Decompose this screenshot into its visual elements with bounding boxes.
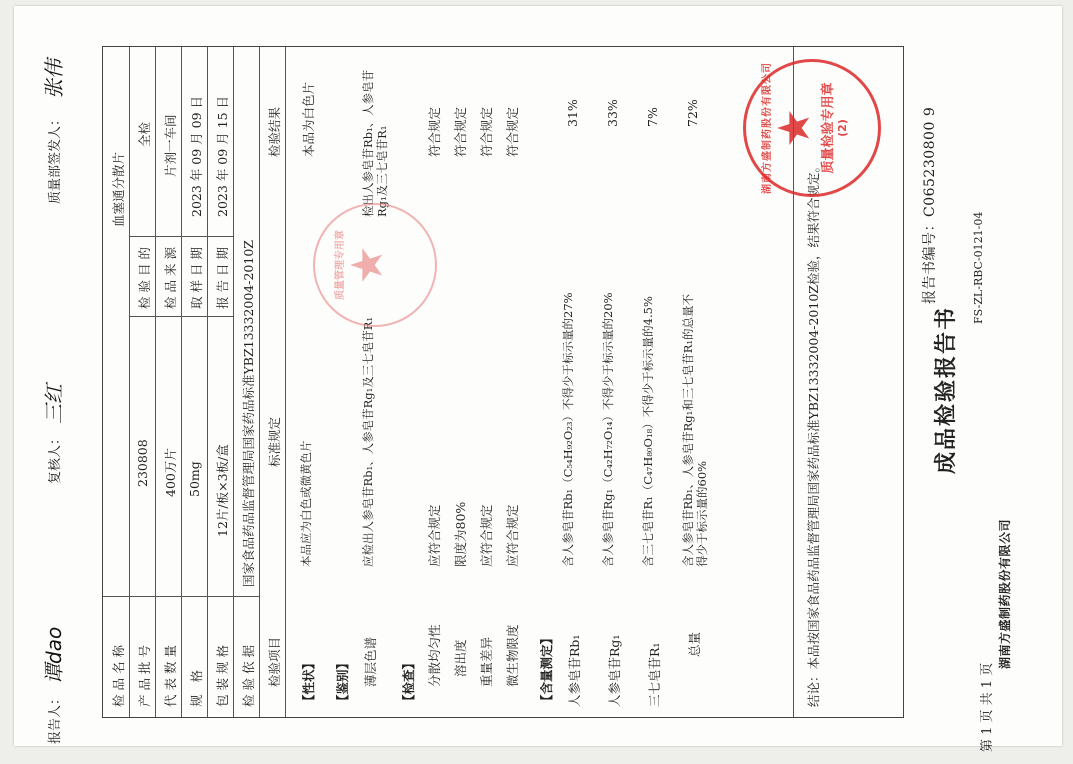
quality-inspection-seal [743,59,881,197]
table-row-result: 符合规定 [427,106,442,157]
report-paper [14,6,1062,752]
table-row-item: 人参皂苷Rb₁ [567,634,582,707]
info-label: 检验目的 [137,242,152,309]
info-value: 400万片 [163,448,178,497]
reviewer-label: 复核人： [48,431,63,484]
info-value: 2023 年 09 月 15 日 [215,96,230,217]
form-number: FS-ZL-RBC-0121-04 [972,211,985,324]
table-row-item: 总量 [687,631,702,657]
reviewer-signature: 三红 [42,384,66,424]
info-value: 全检 [137,121,152,147]
info-label: 代表数量 [163,640,178,707]
info-label: 规 格 [189,666,204,707]
col-header-standard: 标准规定 [267,416,282,467]
info-value: 国家食品药品监督管理局国家药品标准YBZ13332004-2010Z [241,240,256,587]
report-title: 成品检验报告书 [933,305,959,474]
table-row-result: 31% [565,99,580,127]
table-row-standard: 限度为80% [453,501,468,567]
table-row-item: 【性状】 [301,656,316,707]
info-label: 检验依据 [241,640,256,707]
table-row-item: 【鉴别】 [335,656,350,707]
col-header-item: 检验项目 [267,636,282,687]
table-row-item: 【含量测定】 [539,631,554,707]
col-header-result: 检验结果 [267,106,282,157]
table-row-item: 溶出度 [453,639,468,677]
qa-signer-label: 质量部签发人： [48,112,63,204]
table-row-standard: 含人参皂苷Rb₁、人参皂苷Rg₁和三七皂苷R₁的总量不得少于标示量的60% [681,293,709,567]
info-label: 取样日期 [189,242,204,309]
rotated-document [14,6,1073,764]
table-row-standard: 应符合规定 [427,504,442,567]
table-row-item: 人参皂苷Rg₁ [607,634,622,707]
report-number: 报告书编号：C065230800 9 [922,106,938,304]
seal-company-text: 湖南方盛制药股份有限公司 [762,62,773,194]
info-value: 血塞通分散片 [111,151,126,227]
info-value: 50mg [187,461,202,497]
table-row-item: 重量差异 [479,636,494,687]
table-row-item: 微生物限度 [505,624,520,687]
table-row-result: 检出人参皂苷Rb₁、人参皂苷Rg₁及三七皂苷R₁ [361,69,389,217]
quality-management-seal [313,203,437,327]
table-row-standard: 含人参皂苷Rb₁（C₅₄H₉₂O₂₃）不得少于标示量的27% [561,292,575,567]
table-row-result: 符合规定 [453,106,468,157]
table-row-standard: 本品应为白色或微黄色片 [299,440,313,567]
star-icon: ★ [342,245,393,285]
page-number: 第 1 页 共 1 页 [980,662,995,752]
table-row-standard: 应检出人参皂苷Rb₁、人参皂苷Rg₁及三七皂苷R₁ [361,316,375,567]
table-row-result: 7% [645,107,660,127]
table-row-item: 薄层色谱 [363,636,378,687]
table-row-result: 符合规定 [505,106,520,157]
table-row-standard: 含人参皂苷Rg₁（C₄₂H₇₂O₁₄）不得少于标示量的20% [601,292,615,567]
info-label: 检品名称 [111,640,126,707]
company-name: 湖南方盛制药股份有限公司 [998,518,1012,669]
reporter-signature: 谭dao [42,626,66,684]
table-row-result: 本品为白色片 [301,81,316,157]
info-value: 片剂一车间 [163,114,178,177]
table-row-item: 【检查】 [401,656,416,707]
table-row-result: 72% [685,99,700,127]
qa-signature: 张伟 [42,59,66,99]
table-row-standard: 含三七皂苷R₁（C₄₇H₈₀O₁₈）不得少于标示量的4.5% [641,296,655,567]
table-row-result: 符合规定 [479,106,494,157]
table-row-result: 33% [605,99,620,127]
conclusion-text: 结论：本品按国家食品药品监督管理局国家药品标准YBZ13332004-2010Z检验，结果符合规定。 [806,160,821,707]
info-label: 产品批号 [137,640,152,707]
report-table [102,46,904,718]
info-label: 报告日期 [215,242,230,309]
reporter-label: 报告人： [48,691,63,744]
info-label: 检品来源 [163,242,178,309]
table-row-item: 分散均匀性 [427,624,442,687]
table-row-standard: 应符合规定 [505,504,520,567]
info-label: 包装规格 [215,640,230,707]
info-value: 12片/板×3板/盒 [215,444,230,537]
seal2-text: 质量管理专用章 [335,230,346,300]
seal-bottom-text: 质量检验专用章 [821,82,836,174]
star-icon: ★ [769,108,820,148]
table-row-standard: 应符合规定 [479,504,494,567]
seal-number: (2) [836,119,849,137]
info-value: 230808 [135,439,150,487]
info-value: 2023 年 09 月 09 日 [189,96,204,217]
table-row-item: 三七皂苷R₁ [647,642,662,707]
